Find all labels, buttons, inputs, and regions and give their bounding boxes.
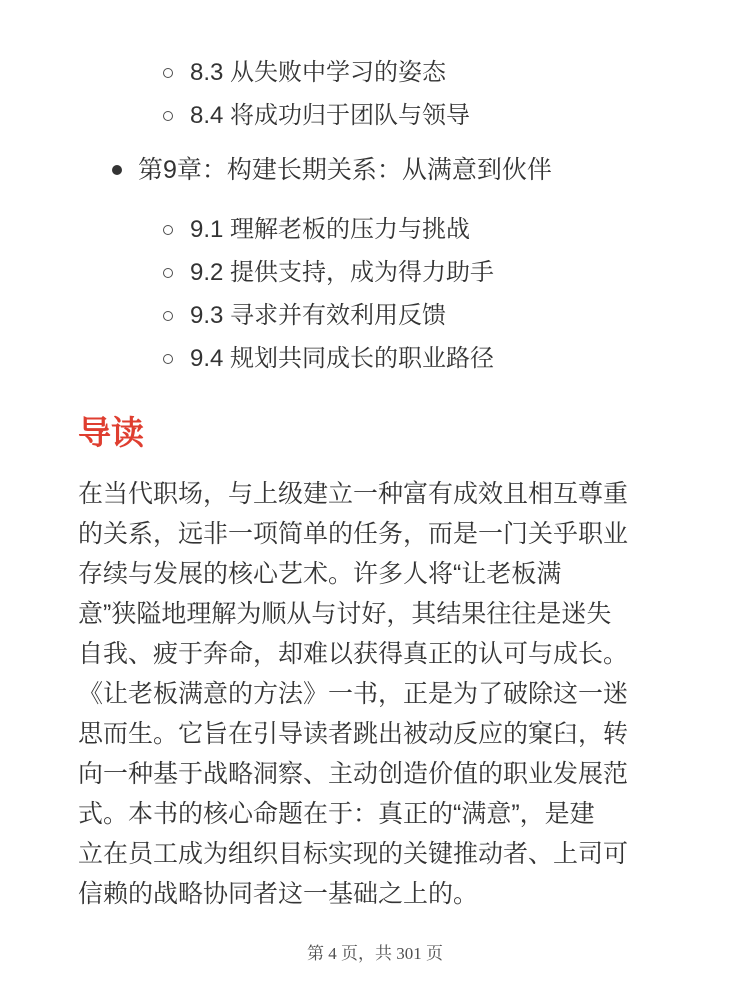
toc-item-label: 9.3 寻求并有效利用反馈 — [190, 302, 447, 329]
paragraph-line: 立在员工成为组织目标实现的关键推动者、上司可 — [78, 840, 629, 868]
toc-item — [163, 94, 750, 137]
paragraph-line: 信赖的战略协同者这一基础之上的。 — [78, 880, 479, 908]
toc-item-label: 8.4 将成功归于团队与领导 — [190, 102, 471, 129]
toc-item — [163, 251, 750, 294]
toc-item — [163, 294, 750, 337]
toc-item-label: 8.3 从失败中学习的姿态 — [190, 59, 447, 86]
toc-item — [163, 51, 750, 94]
toc-item — [163, 208, 750, 251]
paragraph-line: 意”狭隘地理解为顺从与讨好，其结果往往是迷失 — [78, 600, 612, 628]
paragraph-line: 式。本书的核心命题在于：真正的“满意”，是建 — [78, 800, 595, 828]
toc-item-label: 9.4 规划共同成长的职业路径 — [190, 345, 495, 372]
intro-paragraph — [78, 474, 750, 914]
section-heading: 导读 — [78, 414, 144, 451]
toc-item-label: 9.2 提供支持，成为得力助手 — [190, 259, 495, 286]
circle-bullet-icon — [163, 354, 173, 364]
paragraph-line: 存续与发展的核心艺术。许多人将“让老板满 — [78, 560, 562, 588]
circle-bullet-icon — [163, 111, 173, 121]
paragraph-line: 的关系，远非一项简单的任务，而是一门关乎职业 — [78, 520, 629, 548]
paragraph-line: 在当代职场，与上级建立一种富有成效且相互尊重 — [78, 480, 629, 508]
paragraph-line: 《让老板满意的方法》一书，正是为了破除这一迷 — [78, 680, 629, 708]
toc-item-label: 第9章：构建长期关系：从满意到伙伴 — [138, 156, 552, 184]
circle-bullet-icon — [163, 311, 173, 321]
paragraph-line: 向一种基于战略洞察、主动创造价值的职业发展范 — [78, 760, 629, 788]
paragraph-line: 自我、疲于奔命，却难以获得真正的认可与成长。 — [78, 640, 629, 668]
circle-bullet-icon — [163, 68, 173, 78]
circle-bullet-icon — [163, 268, 173, 278]
circle-bullet-icon — [163, 225, 173, 235]
toc-item-label: 9.1 理解老板的压力与挑战 — [190, 216, 471, 243]
toc-item-chapter — [112, 148, 750, 192]
toc-item — [163, 337, 750, 380]
page-indicator: 第 4 页，共 301 页 — [307, 944, 443, 963]
paragraph-line: 思而生。它旨在引导读者跳出被动反应的窠臼，转 — [78, 720, 629, 748]
disc-bullet-icon — [112, 165, 122, 175]
table-of-contents — [0, 0, 750, 380]
